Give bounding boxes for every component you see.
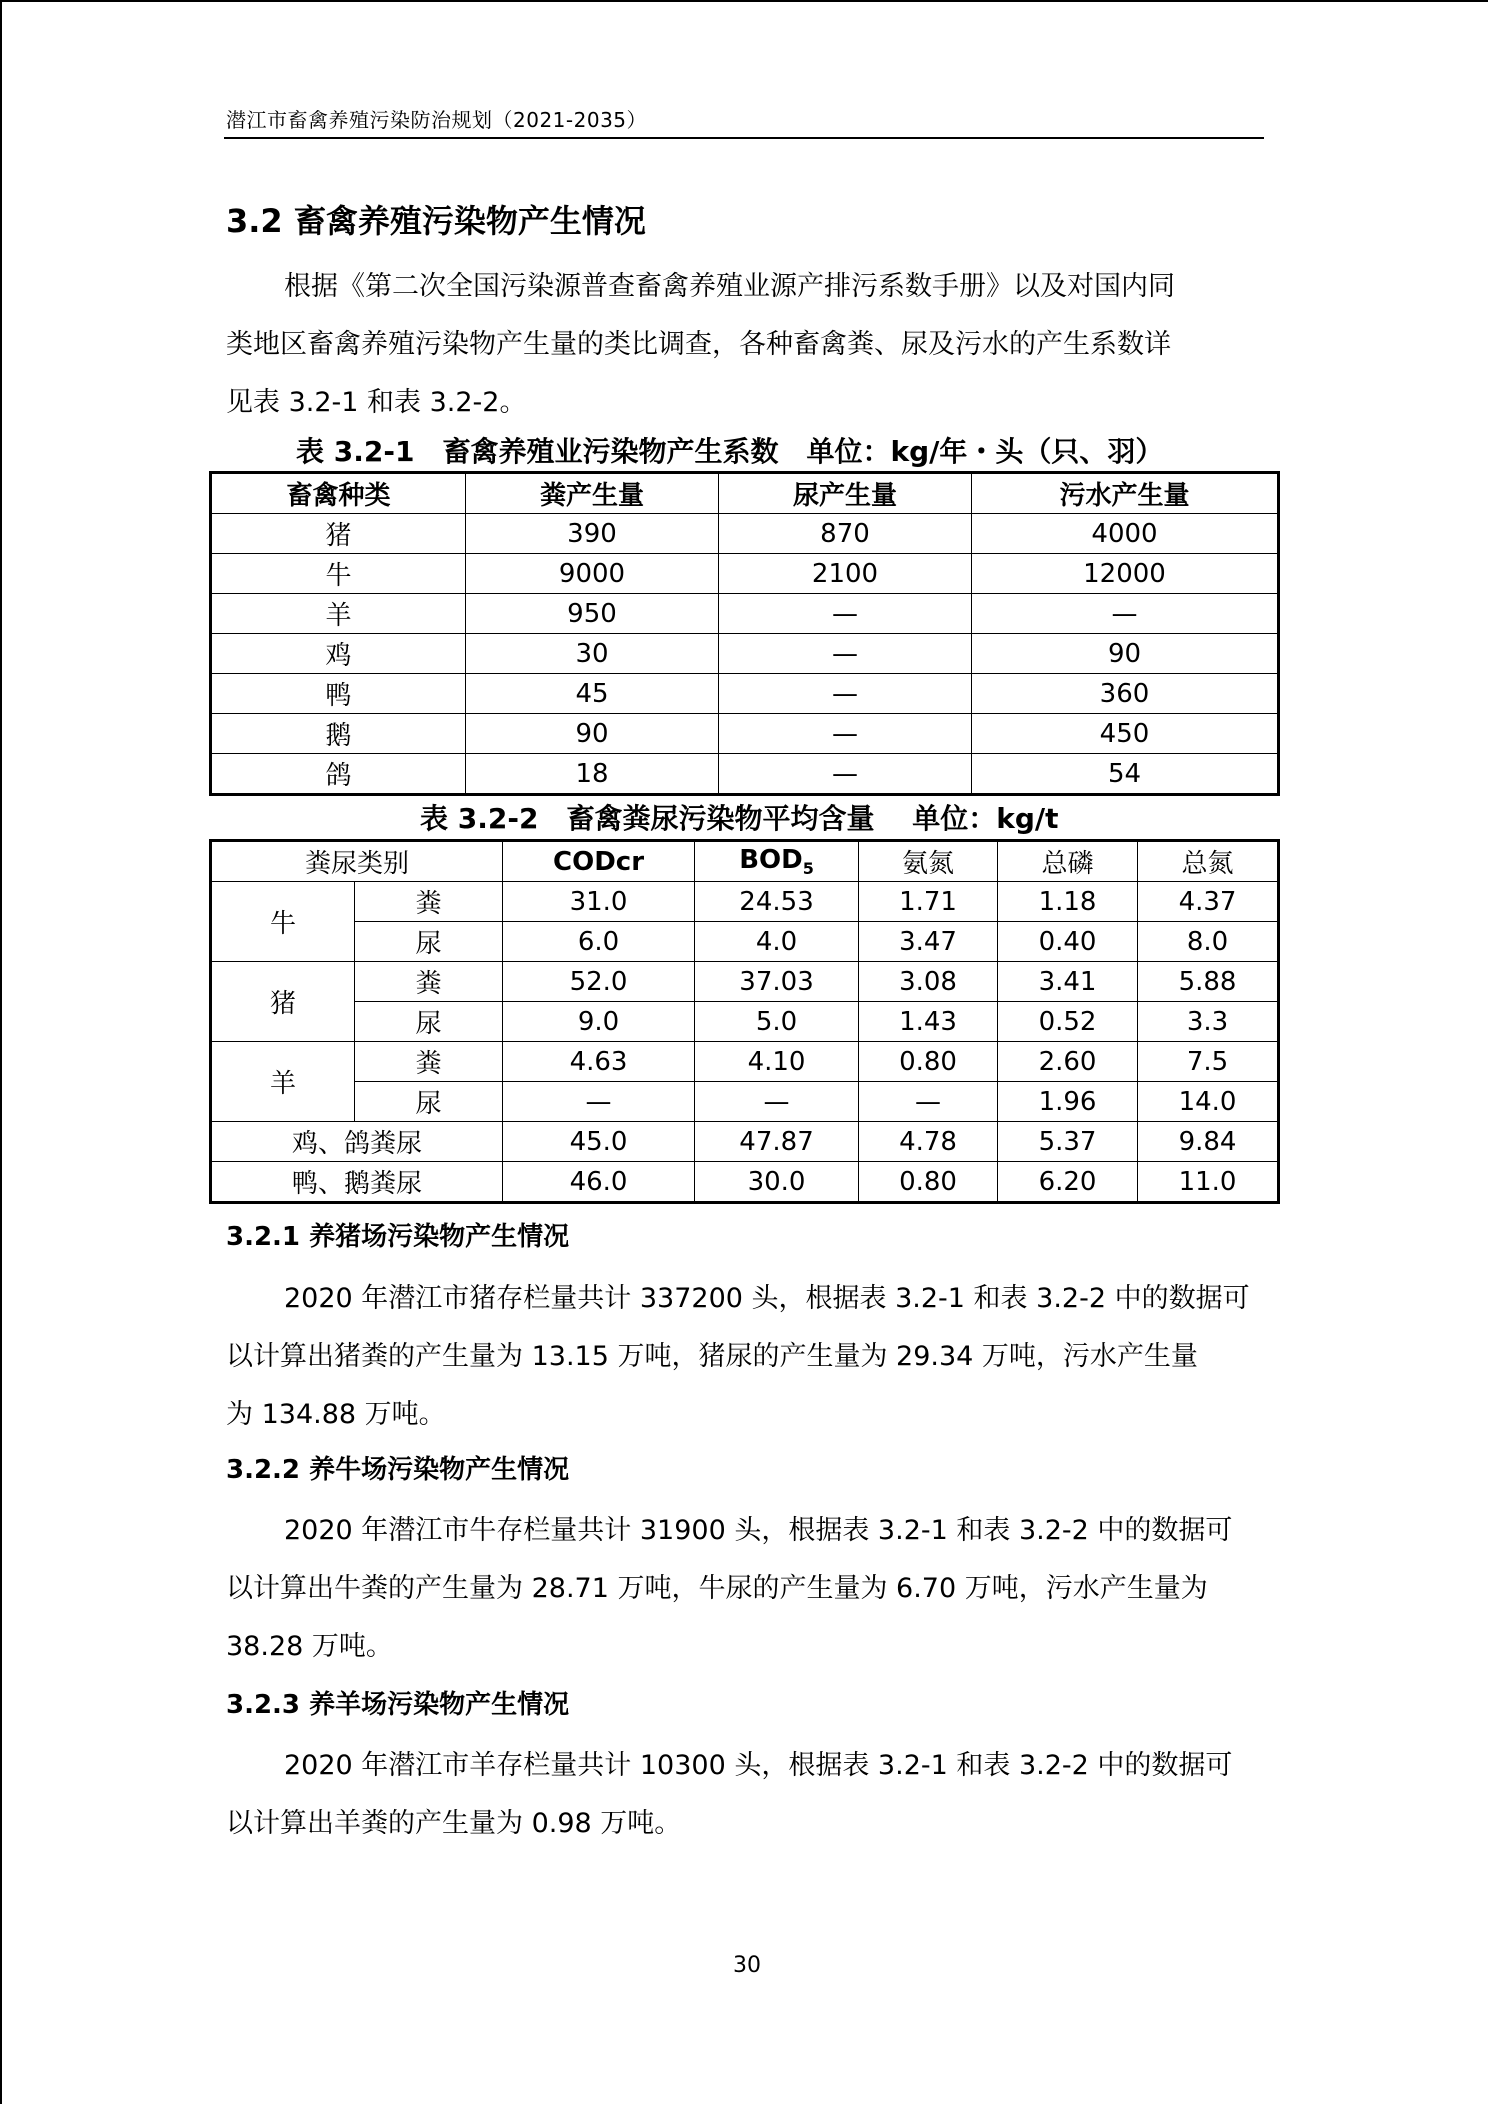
table1-cell: — — [719, 634, 972, 674]
sub1-line-3: 为 134.88 万吨。 — [226, 1399, 446, 1430]
table-row — [212, 1122, 1278, 1162]
table1-cell: 90 — [972, 634, 1278, 674]
subsection-3-2-3-body — [226, 1737, 1266, 1853]
table2-cell: 4.37 — [1138, 882, 1278, 922]
table-row — [212, 634, 1278, 674]
table2-type: 粪 — [355, 1042, 503, 1082]
table-3-2-2 — [211, 841, 1278, 1202]
table-row — [212, 554, 1278, 594]
table2-cell: 0.80 — [859, 1042, 998, 1082]
intro-line-2: 类地区畜禽养殖污染物产生量的类比调查，各种畜禽粪、尿及污水的产生系数详 — [226, 329, 1171, 360]
sub3-line-1: 2020 年潜江市羊存栏量共计 10300 头，根据表 3.2-1 和表 3.2-2 中的数据可 — [284, 1750, 1233, 1781]
table2-combined-label: 鸭、鹅粪尿 — [212, 1162, 503, 1202]
table2-cell: 1.18 — [998, 882, 1138, 922]
table2-cell: 0.52 — [998, 1002, 1138, 1042]
table1-header: 粪产生量 — [466, 474, 719, 514]
table2-cell: 24.53 — [695, 882, 859, 922]
table1-cell: 鸽 — [212, 754, 466, 794]
table1-cell: 950 — [466, 594, 719, 634]
table-row — [212, 922, 1278, 962]
table2-cell: 9.0 — [503, 1002, 695, 1042]
table-row — [212, 714, 1278, 754]
subsection-3-2-2-title: 3.2.2 养牛场污染物产生情况 — [226, 1455, 570, 1485]
table1-cell: 4000 — [972, 514, 1278, 554]
header-rule — [224, 137, 1264, 139]
table1-cell: — — [719, 674, 972, 714]
table2-animal: 猪 — [212, 962, 355, 1042]
table-row — [212, 514, 1278, 554]
table1-cell: 870 — [719, 514, 972, 554]
table-3-2-1 — [211, 473, 1278, 794]
table2-cell: 52.0 — [503, 962, 695, 1002]
table1-caption: 表 3.2-1 畜禽养殖业污染物产生系数 单位：kg/年・头（只、羽） — [296, 435, 1164, 468]
running-head: 潜江市畜禽养殖污染防治规划（2021-2035） — [226, 108, 648, 132]
table2-cell: 4.0 — [695, 922, 859, 962]
table1-header: 污水产生量 — [972, 474, 1278, 514]
table2-cell: 45.0 — [503, 1122, 695, 1162]
table2-animal: 羊 — [212, 1042, 355, 1122]
bod-subscript: 5 — [802, 859, 814, 879]
table2-cell: 31.0 — [503, 882, 695, 922]
table2-header-bod — [695, 842, 859, 882]
table2-cell: 1.96 — [998, 1082, 1138, 1122]
table2-cell: 46.0 — [503, 1162, 695, 1202]
table-row — [212, 674, 1278, 714]
table-row — [212, 1162, 1278, 1202]
table1-cell: 360 — [972, 674, 1278, 714]
table2-cell: 9.84 — [1138, 1122, 1278, 1162]
table2-combined-label: 鸡、鸽粪尿 — [212, 1122, 503, 1162]
table1-cell: — — [719, 754, 972, 794]
page-number: 30 — [733, 1953, 761, 1978]
table2-type: 粪 — [355, 882, 503, 922]
table2-cell: 5.0 — [695, 1002, 859, 1042]
intro-line-1: 根据《第二次全国污染源普查畜禽养殖业源产排污系数手册》以及对国内同 — [284, 271, 1175, 302]
table-row — [212, 1002, 1278, 1042]
table1-cell: 羊 — [212, 594, 466, 634]
table2-cell: 3.3 — [1138, 1002, 1278, 1042]
table-row — [212, 882, 1278, 922]
table2-cell: 3.08 — [859, 962, 998, 1002]
table1-header-row — [212, 474, 1278, 514]
table2-cell: 1.43 — [859, 1002, 998, 1042]
table1-cell: 9000 — [466, 554, 719, 594]
table2-cell: 37.03 — [695, 962, 859, 1002]
table2-cell: — — [859, 1082, 998, 1122]
table1-cell: 鹅 — [212, 714, 466, 754]
table-row — [212, 754, 1278, 794]
table2-cell: 3.47 — [859, 922, 998, 962]
section-intro — [226, 258, 1266, 432]
table2-cell: 30.0 — [695, 1162, 859, 1202]
section-title: 3.2 畜禽养殖污染物产生情况 — [226, 202, 646, 240]
table2-header-ammonia: 氨氮 — [859, 842, 998, 882]
table2-header-row — [212, 842, 1278, 882]
table2-cell: 5.88 — [1138, 962, 1278, 1002]
table-row — [212, 1042, 1278, 1082]
table2-cell: 7.5 — [1138, 1042, 1278, 1082]
table2-cell: 1.71 — [859, 882, 998, 922]
table-row — [212, 594, 1278, 634]
table1-cell: 鸡 — [212, 634, 466, 674]
table2-header-category: 粪尿类别 — [212, 842, 503, 882]
page-border-left — [0, 0, 2, 2104]
table1-cell: 鸭 — [212, 674, 466, 714]
table1-cell: 猪 — [212, 514, 466, 554]
table2-caption: 表 3.2-2 畜禽粪尿污染物平均含量 单位：kg/t — [420, 802, 1059, 835]
table1-cell: 12000 — [972, 554, 1278, 594]
table1-cell: 390 — [466, 514, 719, 554]
table1-cell: 牛 — [212, 554, 466, 594]
table-row — [212, 1082, 1278, 1122]
table2-cell: 5.37 — [998, 1122, 1138, 1162]
table2-cell: — — [503, 1082, 695, 1122]
table2-type: 尿 — [355, 922, 503, 962]
sub1-line-1: 2020 年潜江市猪存栏量共计 337200 头，根据表 3.2-1 和表 3.2-2 中的数据可 — [284, 1283, 1250, 1314]
table2-cell: 6.0 — [503, 922, 695, 962]
sub1-line-2: 以计算出猪粪的产生量为 13.15 万吨，猪尿的产生量为 29.34 万吨，污水产生量 — [226, 1341, 1198, 1372]
table2-header-nitrogen: 总氮 — [1138, 842, 1278, 882]
table2-type: 尿 — [355, 1002, 503, 1042]
table1-cell: — — [719, 594, 972, 634]
table2-cell: 8.0 — [1138, 922, 1278, 962]
table1-cell: 90 — [466, 714, 719, 754]
table1-header: 尿产生量 — [719, 474, 972, 514]
subsection-3-2-2-body — [226, 1502, 1266, 1676]
sub2-line-2: 以计算出牛粪的产生量为 28.71 万吨，牛尿的产生量为 6.70 万吨，污水产生量为 — [226, 1573, 1208, 1604]
table2-header-codcr: CODcr — [503, 842, 695, 882]
table2-cell: 3.41 — [998, 962, 1138, 1002]
table1-cell: — — [972, 594, 1278, 634]
intro-line-3: 见表 3.2-1 和表 3.2-2。 — [226, 387, 527, 418]
table2-header-phosphorus: 总磷 — [998, 842, 1138, 882]
table1-cell: 450 — [972, 714, 1278, 754]
table2-cell: 14.0 — [1138, 1082, 1278, 1122]
table1-cell: 18 — [466, 754, 719, 794]
table1-cell: 30 — [466, 634, 719, 674]
table1-cell: 2100 — [719, 554, 972, 594]
sub3-line-2: 以计算出羊粪的产生量为 0.98 万吨。 — [226, 1808, 682, 1839]
table2-cell: 2.60 — [998, 1042, 1138, 1082]
sub2-line-1: 2020 年潜江市牛存栏量共计 31900 头，根据表 3.2-1 和表 3.2-2 中的数据可 — [284, 1515, 1233, 1546]
table1-cell: 54 — [972, 754, 1278, 794]
page-border-top — [0, 0, 1488, 2]
table2-cell: 0.80 — [859, 1162, 998, 1202]
bod-label: BOD — [739, 844, 803, 875]
table2-animal: 牛 — [212, 882, 355, 962]
table1-cell: 45 — [466, 674, 719, 714]
table2-cell: 0.40 — [998, 922, 1138, 962]
table2-cell: 47.87 — [695, 1122, 859, 1162]
table2-cell: 4.10 — [695, 1042, 859, 1082]
table2-cell: 11.0 — [1138, 1162, 1278, 1202]
table1-cell: — — [719, 714, 972, 754]
table2-cell: 6.20 — [998, 1162, 1138, 1202]
table2-type: 尿 — [355, 1082, 503, 1122]
table2-type: 粪 — [355, 962, 503, 1002]
sub2-line-3: 38.28 万吨。 — [226, 1631, 393, 1662]
table-row — [212, 962, 1278, 1002]
table1-header: 畜禽种类 — [212, 474, 466, 514]
subsection-3-2-1-body — [226, 1270, 1266, 1444]
subsection-3-2-3-title: 3.2.3 养羊场污染物产生情况 — [226, 1690, 570, 1720]
table2-cell: — — [695, 1082, 859, 1122]
table2-cell: 4.63 — [503, 1042, 695, 1082]
subsection-3-2-1-title: 3.2.1 养猪场污染物产生情况 — [226, 1222, 570, 1252]
table2-cell: 4.78 — [859, 1122, 998, 1162]
